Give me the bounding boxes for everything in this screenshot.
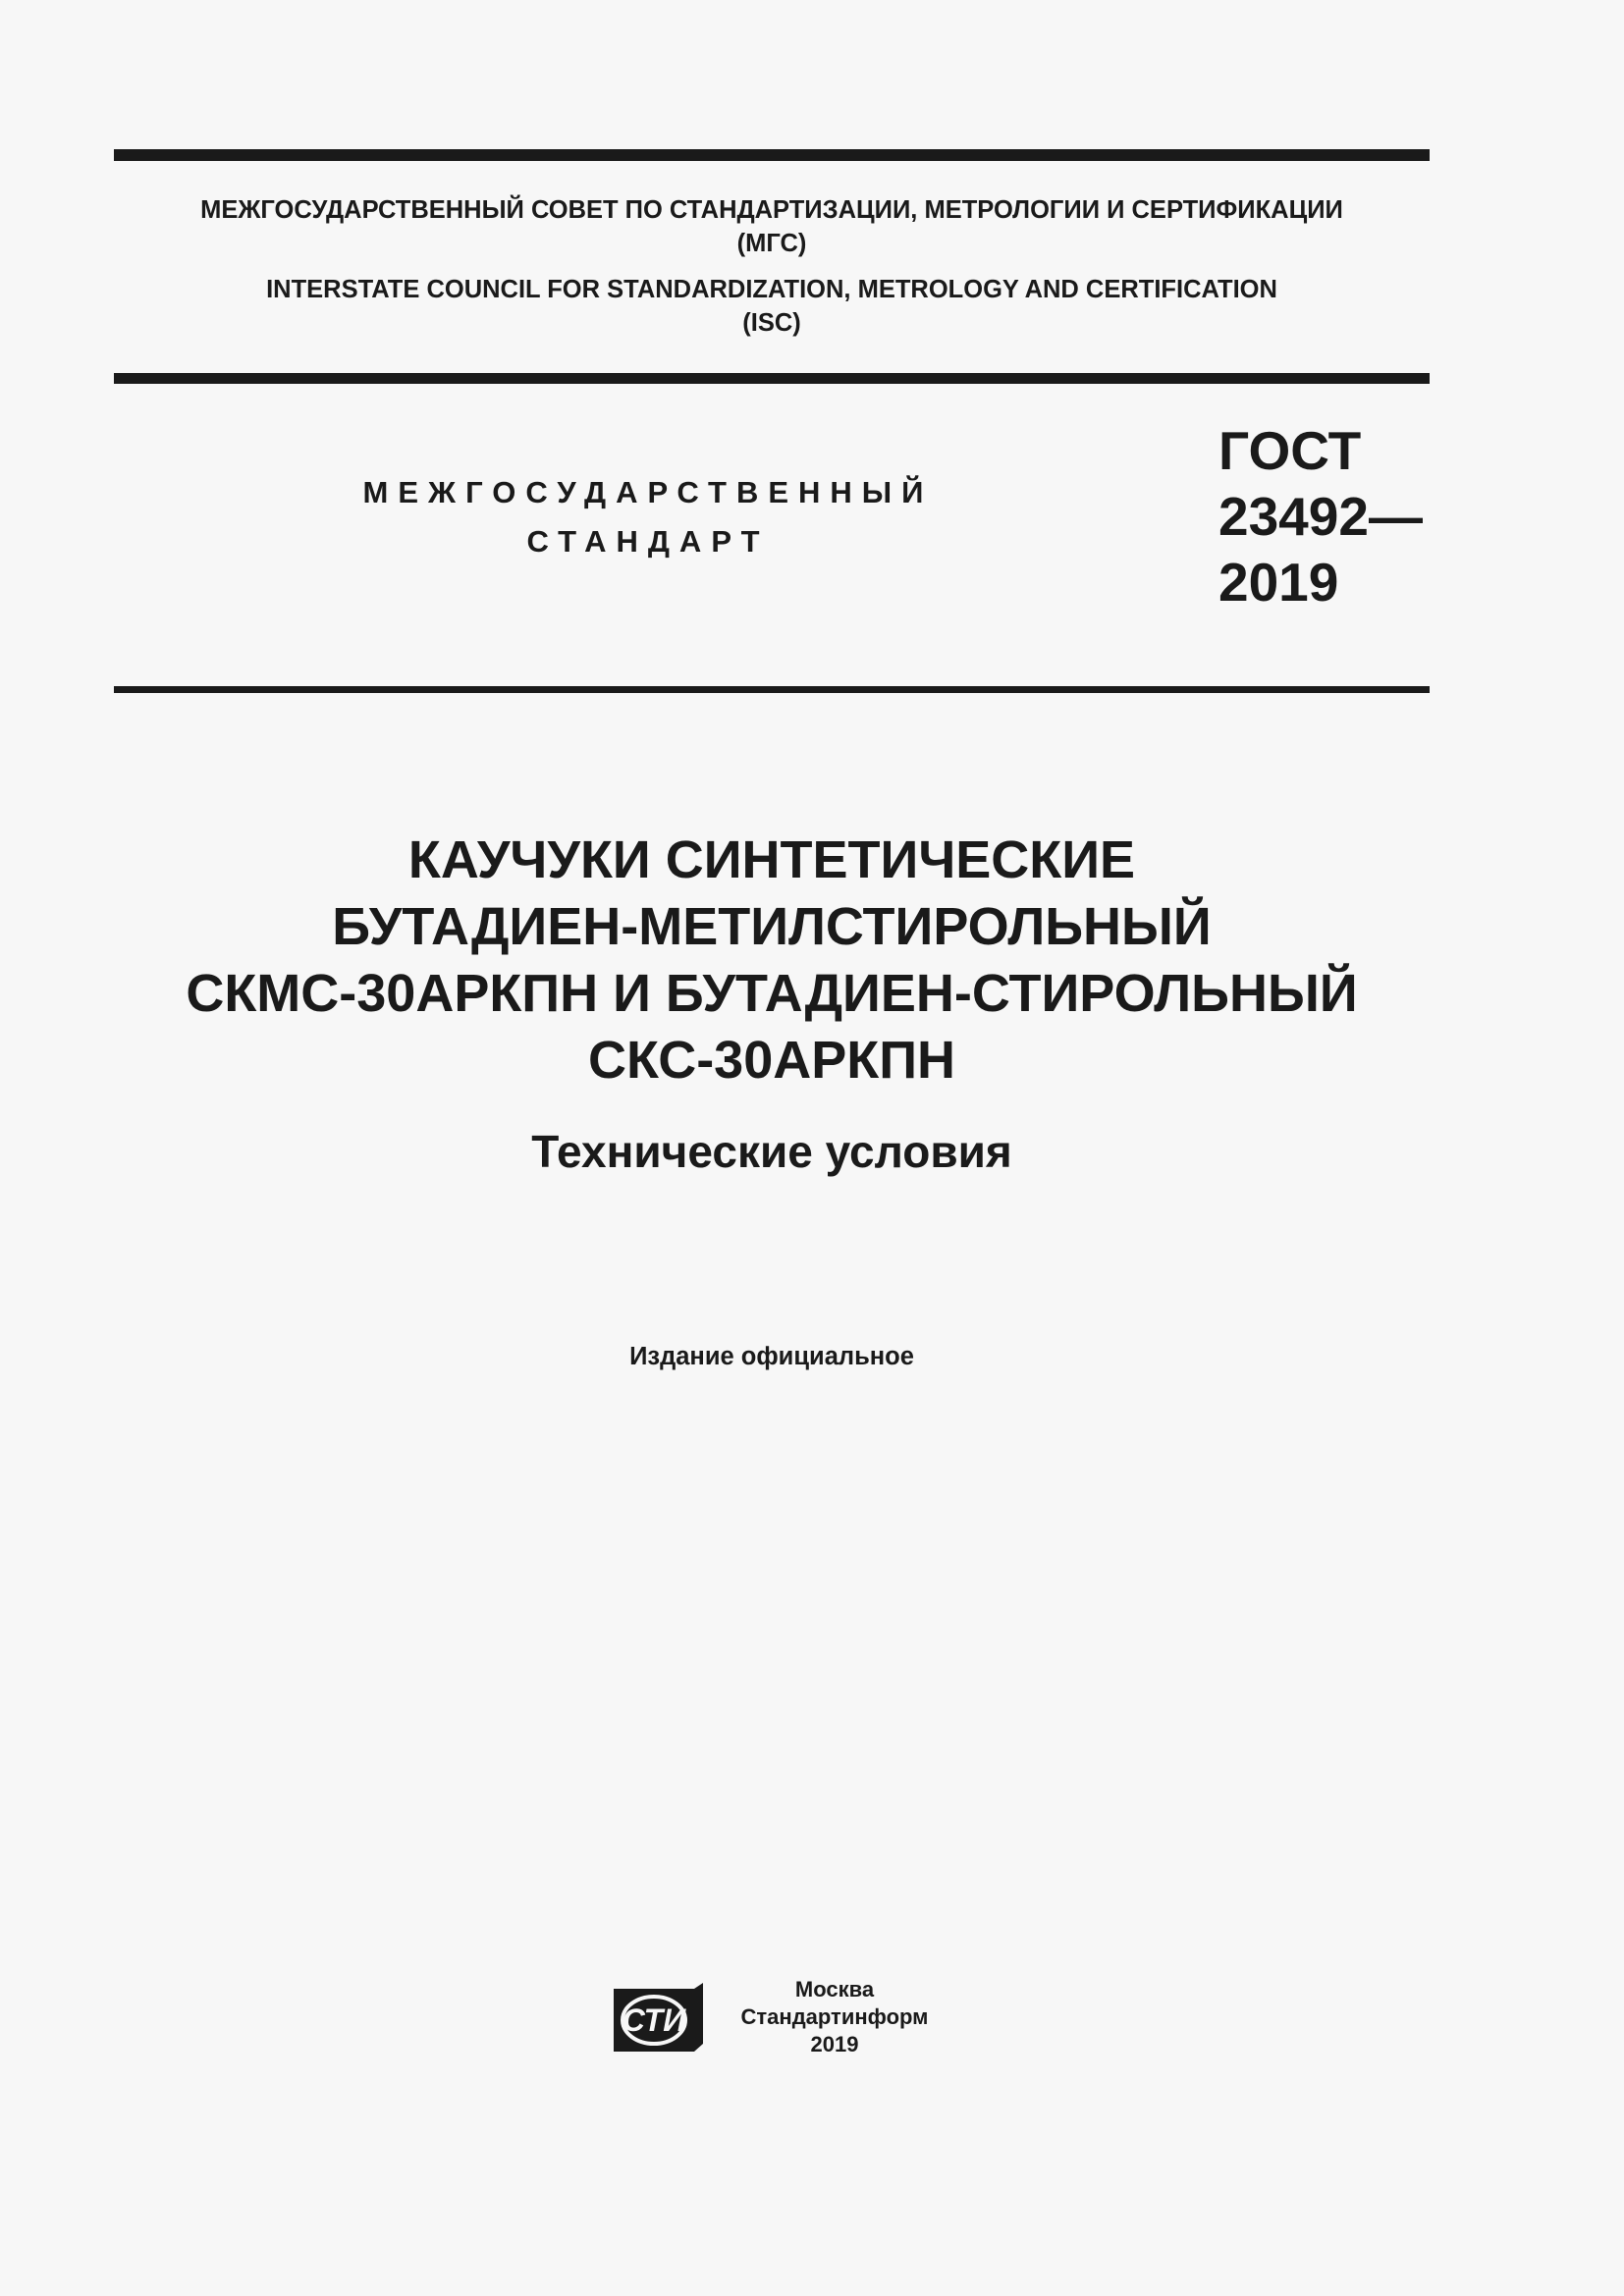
gost-designation xyxy=(1218,418,1430,615)
council-name-ru-text: МЕЖГОСУДАРСТВЕННЫЙ СОВЕТ ПО СТАНДАРТИЗАЦИИ, МЕТРОЛОГИИ И СЕРТИФИКАЦИИ xyxy=(200,196,1343,224)
publisher-imprint xyxy=(717,1976,952,2058)
title-line: БУТАДИЕН-МЕТИЛСТИРОЛЬНЫЙ xyxy=(332,897,1212,956)
council-name-en xyxy=(114,273,1430,340)
svg-text:СТИ: СТИ xyxy=(622,2002,686,2038)
middle-rule xyxy=(114,373,1430,384)
standard-type xyxy=(344,468,952,566)
gost-year: 2019 xyxy=(1218,552,1339,613)
publisher-year: 2019 xyxy=(810,2032,859,2056)
gost-label: ГОСТ xyxy=(1218,420,1362,481)
bottom-rule xyxy=(114,686,1430,693)
standard-type-line1: МЕЖГОСУДАРСТВЕННЫЙ xyxy=(362,475,934,509)
document-title xyxy=(114,827,1430,1094)
publisher-name: Стандартинформ xyxy=(740,2004,929,2029)
council-name-ru xyxy=(114,193,1430,260)
gost-number: 23492— xyxy=(1218,486,1423,547)
council-abbr-ru: (МГС) xyxy=(736,230,807,257)
edition-note: Издание официальное xyxy=(629,1343,914,1370)
standartinform-logo-icon xyxy=(613,1983,704,2054)
title-line: СКС-30АРКПН xyxy=(587,1031,956,1090)
standard-type-line2: СТАНДАРТ xyxy=(526,524,770,559)
title-line: СКМС-30АРКПН И БУТАДИЕН-СТИРОЛЬНЫЙ xyxy=(186,964,1358,1023)
council-name-en-text: INTERSTATE COUNCIL FOR STANDARDIZATION, METROLOGY AND CERTIFICATION xyxy=(266,276,1277,303)
council-abbr-en: (ISC) xyxy=(742,309,801,337)
document-subtitle: Технические условия xyxy=(531,1126,1012,1177)
title-line: КАУЧУКИ СИНТЕТИЧЕСКИЕ xyxy=(407,830,1136,889)
publisher-city: Москва xyxy=(794,1977,875,2002)
top-rule xyxy=(114,149,1430,161)
